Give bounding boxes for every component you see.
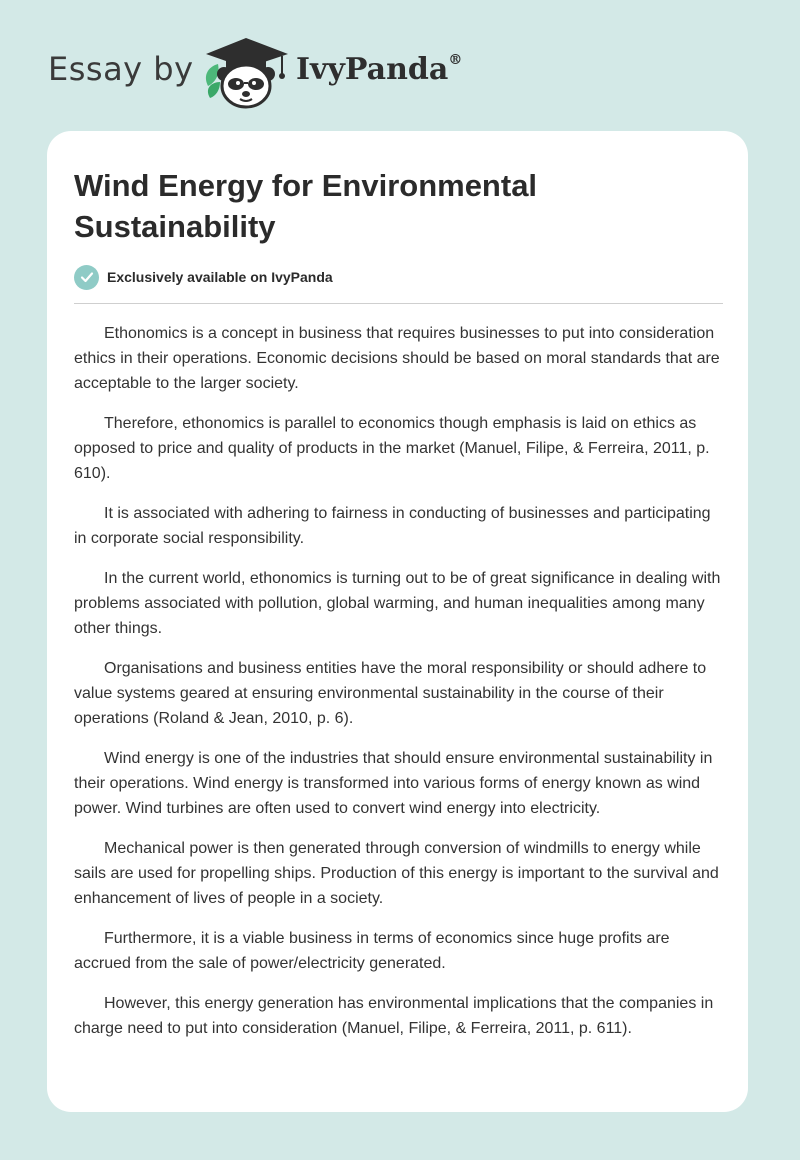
registered-mark: ® <box>448 52 463 68</box>
essay-title: Wind Energy for Environmental Sustainability <box>74 168 538 244</box>
brand-name[interactable]: IvyPanda® <box>296 52 463 87</box>
paragraph: It is associated with adhering to fairness in conducting of businesses and participating in corporate social responsibility. <box>74 505 711 547</box>
paragraph: Furthermore, it is a viable business in terms of economics since huge profits are accrued from the sale of power/electricity generated. <box>74 930 670 972</box>
essay-by-label: Essay by <box>48 50 194 88</box>
paragraph: In the current world, ethonomics is turning out to be of great significance in dealing with problems associated with pollution, global warming, and human inequalities among many other things. <box>74 570 721 637</box>
essay-body <box>74 321 726 1056</box>
paragraph: However, this energy generation has environmental implications that the companies in charge need to put into consideration (Manuel, Filipe, & Ferreira, 2011, p. 611). <box>74 995 714 1037</box>
exclusive-label: Exclusively available on IvyPanda <box>107 269 333 285</box>
check-circle-icon <box>74 265 99 290</box>
paragraph: Ethonomics is a concept in business that requires businesses to put into consideration ethics in their operations. Economic decisions should be based on moral standards that are acceptable to the larger society. <box>74 325 720 392</box>
panda-logo-icon[interactable] <box>200 36 292 110</box>
paragraph: Mechanical power is then generated through conversion of windmills to energy while sails are used for propelling ships. Production of this energy is important to the survival and enhancement of lives of people in a society. <box>74 840 719 907</box>
paragraph: Therefore, ethonomics is parallel to economics though emphasis is laid on ethics as opposed to price and quality of products in the market (Manuel, Filipe, & Ferreira, 2011, p. 610). <box>74 415 710 482</box>
essay-card <box>47 131 748 1112</box>
paragraph: Wind energy is one of the industries that should ensure environmental sustainability in their operations. Wind energy is transformed into various forms of energy known as wind power. Wind turbines are often used to convert wind energy into electricity. <box>74 750 713 817</box>
exclusive-badge <box>74 264 333 290</box>
divider <box>74 303 723 304</box>
paragraph: Organisations and business entities have the moral responsibility or should adhere to value systems geared at ensuring environmental sustainability in the course of their operations (Roland & Jean, 2010, p. 6). <box>74 660 707 727</box>
site-header <box>0 0 800 130</box>
